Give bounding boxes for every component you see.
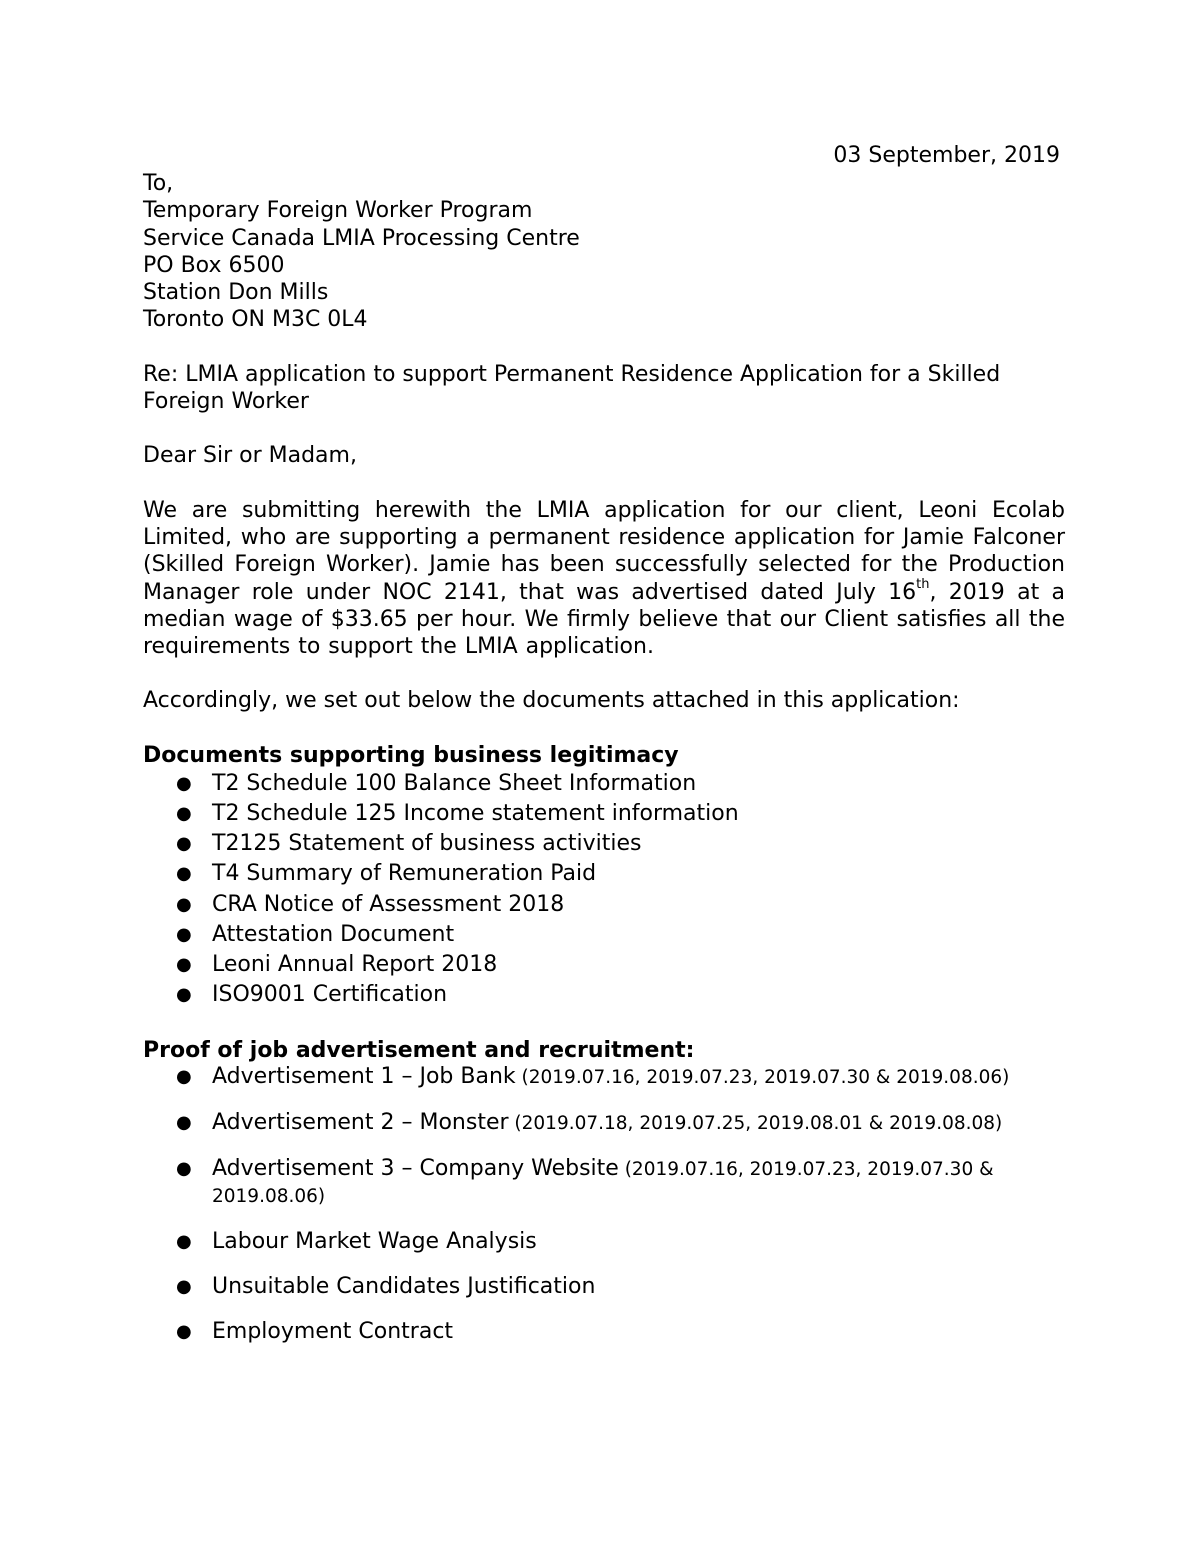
body-paragraph (143, 497, 1065, 661)
bullet-icon: ● (176, 923, 192, 945)
bullet-icon: ● (176, 1112, 192, 1134)
list-item: ● ISO9001 Certification (143, 980, 1065, 1010)
list-item: ● Advertisement 2 – Monster (2019.07.18, 2019.07.25, 2019.08.01 & 2019.08.08) (176, 1110, 1003, 1136)
salutation: Dear Sir or Madam, (143, 443, 357, 469)
letter-date: 03 September, 2019 (833, 143, 1060, 168)
advertisement-dates: (2019.07.18, 2019.07.25, 2019.08.01 & 2019.08.08) (508, 1113, 1003, 1135)
bullet-icon: ● (176, 1231, 192, 1253)
list-item: ● Employment Contract (176, 1319, 454, 1345)
list-item: ● Labour Market Wage Analysis (176, 1229, 537, 1255)
advertisement-dates: (2019.07.16, 2019.07.23, 2019.07.30 & 2019.08.06) (515, 1067, 1010, 1089)
bullet-icon: ● (176, 893, 192, 915)
recruitment-documents-list (143, 1064, 1065, 1345)
list-item: ● T2 Schedule 125 Income statement information (143, 799, 1065, 829)
list-item: ● T2125 Statement of business activities (143, 829, 1065, 859)
ordinal-suffix: th (916, 577, 930, 593)
bullet-icon: ● (176, 863, 192, 885)
bullet-icon: ● (176, 1158, 192, 1180)
address-line-2: Service Canada LMIA Processing Centre (143, 225, 580, 251)
bullet-icon: ● (176, 833, 192, 855)
list-item: ● Leoni Annual Report 2018 (143, 950, 1065, 980)
section-heading-recruitment: Proof of job advertisement and recruitment: (143, 1038, 695, 1064)
list-item: ● T4 Summary of Remuneration Paid (143, 859, 1065, 889)
address-line-4: Station Don Mills (143, 280, 329, 306)
list-item: ● T2 Schedule 100 Balance Sheet Information (143, 769, 1065, 799)
bullet-icon: ● (176, 1321, 192, 1343)
address-line-3: PO Box 6500 (143, 252, 285, 278)
bullet-icon: ● (176, 772, 192, 794)
list-item: ● Unsuitable Candidates Justification (176, 1274, 596, 1300)
letter-content (143, 170, 1065, 1364)
address-line-1: Temporary Foreign Worker Program (143, 198, 533, 224)
bullet-icon: ● (176, 984, 192, 1006)
list-item: ● Advertisement 3 – Company Website (2019.07.16, 2019.07.23, 2019.07.30 & 2019.08.06) (176, 1156, 994, 1208)
body-text-part2: , 2019 at a median wage of $33.65 per hour. We firmly believe that our Client satisfies all the requirements to support the LMIA application. (143, 579, 1065, 660)
advertisement-dates: (2019.07.16, 2019.07.23, 2019.07.30 & 2019.08.06) (212, 1159, 994, 1208)
bullet-icon: ● (176, 802, 192, 824)
to-label: To, (143, 171, 174, 196)
list-intro: Accordingly, we set out below the documents attached in this application: (143, 688, 960, 714)
section-heading-legitimacy: Documents supporting business legitimacy (143, 742, 679, 768)
subject-line: Re: LMIA application to support Permanent Residence Application for a Skilled Foreign Worker (143, 361, 1001, 415)
list-item: ● CRA Notice of Assessment 2018 (143, 890, 1065, 920)
bullet-icon: ● (176, 1276, 192, 1298)
bullet-icon: ● (176, 953, 192, 975)
list-item: ● Advertisement 1 – Job Bank (2019.07.16, 2019.07.23, 2019.07.30 & 2019.08.06) (176, 1064, 1010, 1090)
address-line-5: Toronto ON M3C 0L4 (143, 307, 368, 333)
recipient-block (143, 170, 1065, 334)
bullet-icon: ● (176, 1066, 192, 1088)
body-text-part1: We are submitting herewith the LMIA application for our client, Leoni Ecolab Limited, who are supporting a permanent residence application for Jamie Falconer (Skilled Foreign Worker). Jamie has been successfully selected for the Production Manager role under NOC 2141, that was advertised dated July 16 (143, 497, 1065, 605)
legitimacy-documents-list (143, 769, 1065, 1011)
list-item: ● Attestation Document (143, 920, 1065, 950)
